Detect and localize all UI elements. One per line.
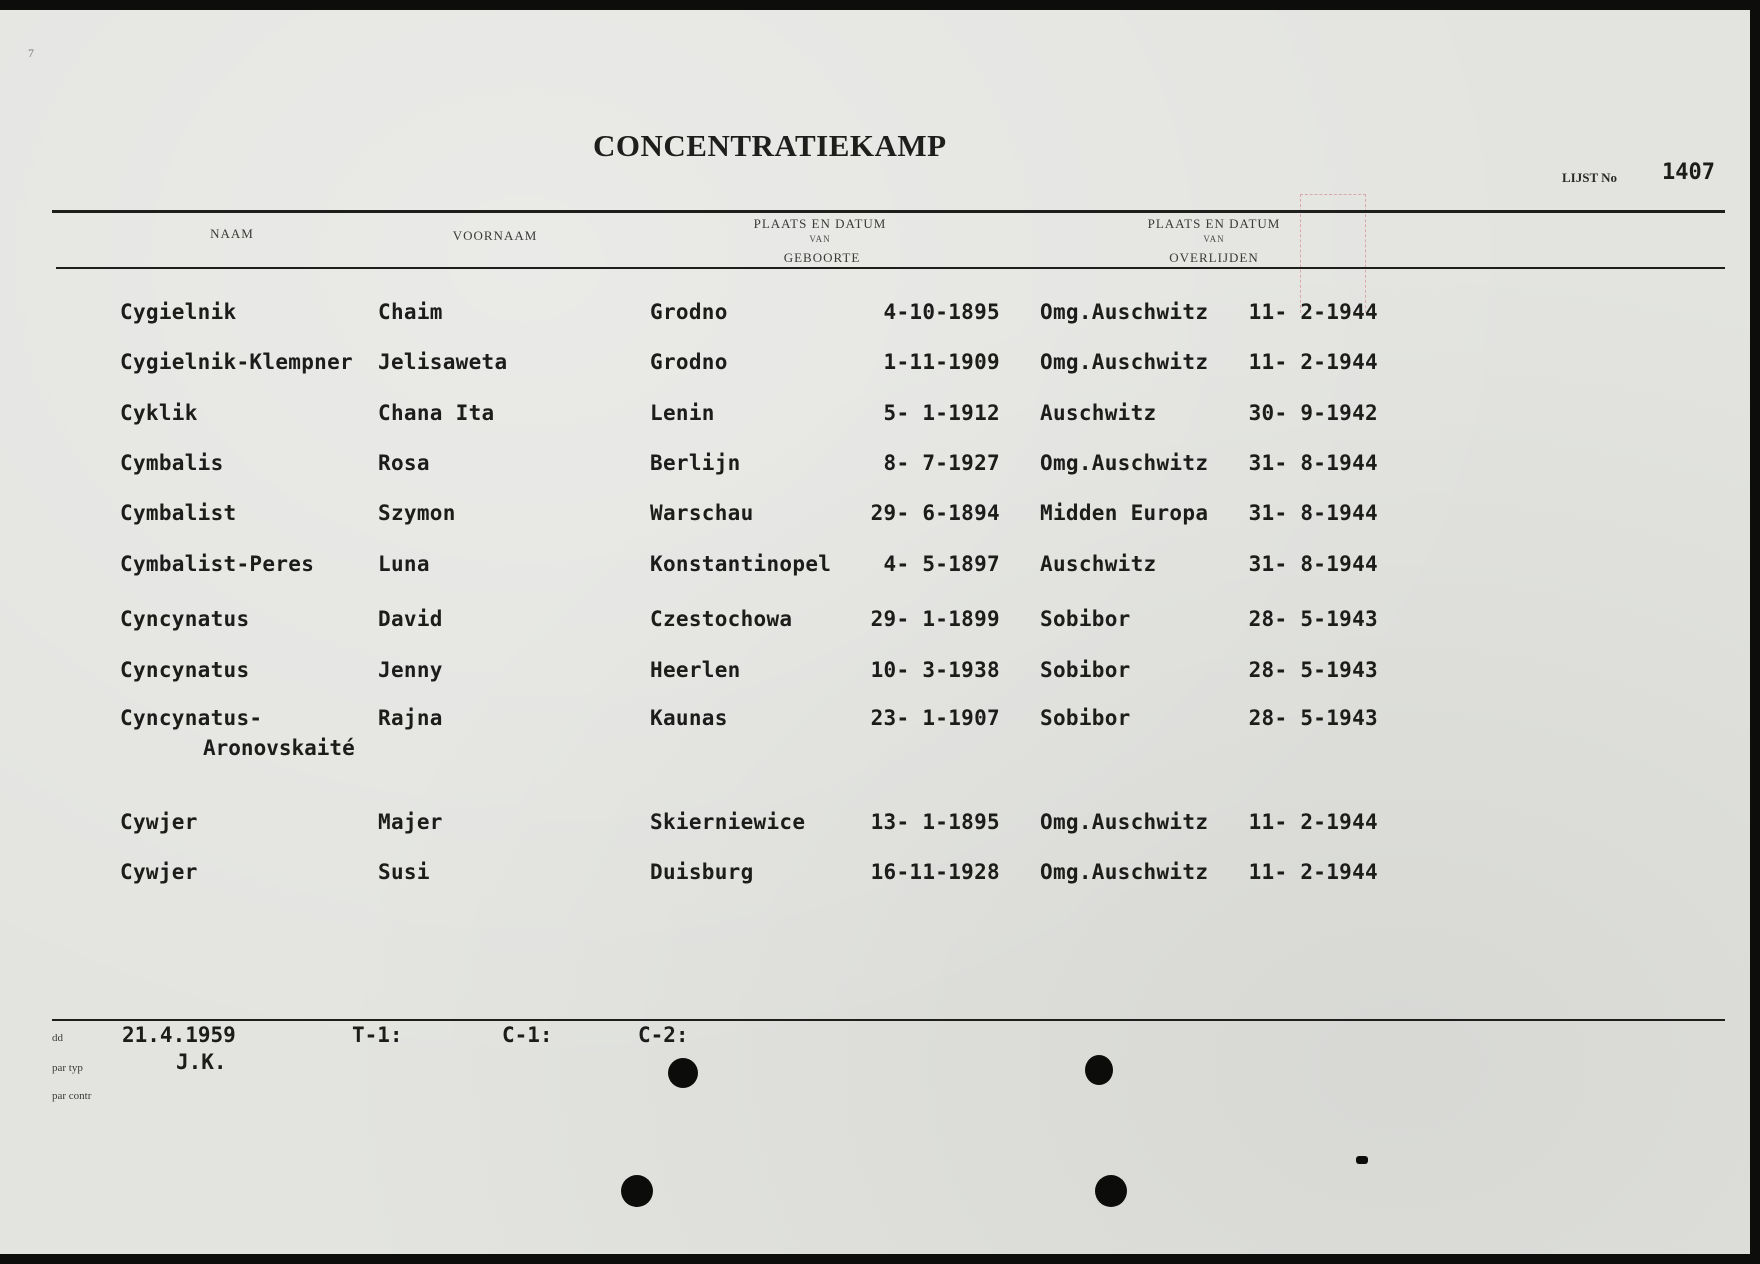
cell-birth-place: Grodno: [650, 350, 728, 374]
footer-c2: C-2:: [638, 1023, 689, 1047]
cell-death-place: Midden Europa: [1040, 501, 1209, 525]
footer-t1: T-1:: [352, 1023, 403, 1047]
cell-death-place: Omg.Auschwitz: [1040, 860, 1209, 884]
footer-c1: C-1:: [502, 1023, 553, 1047]
cell-birth-date: 4-10-1895: [883, 300, 1000, 324]
cell-birth-date: 29- 1-1899: [870, 607, 1000, 631]
cell-naam: Cygielnik: [120, 300, 237, 324]
cell-death-place: Omg.Auschwitz: [1040, 451, 1209, 475]
footer-partyp-label: par typ: [52, 1062, 83, 1074]
cell-birth-place: Warschau: [650, 501, 754, 525]
cell-death-place: Sobibor: [1040, 607, 1131, 631]
cell-naam: Cywjer: [120, 810, 198, 834]
cell-death-date: 31- 8-1944: [1248, 552, 1378, 576]
cell-birth-date: 13- 1-1895: [870, 810, 1000, 834]
column-header-death-top: PLAATS EN DATUM: [1147, 216, 1281, 231]
cell-birth-date: 23- 1-1907: [870, 706, 1000, 730]
table-row: [0, 552, 1750, 592]
cell-naam: Cyklik: [120, 401, 198, 425]
table-row: [0, 706, 1750, 780]
cell-voornaam: Susi: [378, 860, 430, 884]
cell-voornaam: Jenny: [378, 658, 443, 682]
cell-naam-continued: Aronovskaité: [203, 736, 355, 760]
cell-birth-date: 1-11-1909: [883, 350, 1000, 374]
cell-death-place: Auschwitz: [1040, 552, 1157, 576]
table-row: [0, 607, 1750, 647]
table-row: [0, 451, 1750, 491]
column-header-voornaam: VOORNAAM: [452, 228, 538, 243]
cell-birth-date: 5- 1-1912: [883, 401, 1000, 425]
cell-birth-place: Lenin: [650, 401, 715, 425]
record-card: [0, 10, 1750, 1254]
cell-birth-place: Duisburg: [650, 860, 754, 884]
table-row: [0, 860, 1750, 900]
footer-parcontr-label: par contr: [52, 1090, 92, 1102]
list-number-label: LIJST No: [1562, 170, 1618, 185]
list-number: 1407: [1662, 160, 1715, 185]
cell-birth-place: Grodno: [650, 300, 728, 324]
cell-death-place: Omg.Auschwitz: [1040, 810, 1209, 834]
cell-voornaam: Chaim: [378, 300, 443, 324]
cell-birth-date: 29- 6-1894: [870, 501, 1000, 525]
punch-hole: [621, 1175, 653, 1207]
cell-birth-date: 16-11-1928: [870, 860, 1000, 884]
cell-birth-place: Konstantinopel: [650, 552, 832, 576]
cell-voornaam: Szymon: [378, 501, 456, 525]
table-row: [0, 658, 1750, 698]
table-row: [0, 810, 1750, 850]
corner-mark: 7: [28, 46, 34, 60]
cell-voornaam: Chana Ita: [378, 401, 495, 425]
cell-death-date: 31- 8-1944: [1248, 501, 1378, 525]
cell-death-place: Sobibor: [1040, 658, 1131, 682]
footer-rule: [52, 1019, 1725, 1021]
header-bottom-rule: [56, 267, 1725, 269]
cell-voornaam: Rajna: [378, 706, 443, 730]
footer-partyp-value: J.K.: [176, 1050, 227, 1074]
cell-death-date: 31- 8-1944: [1248, 451, 1378, 475]
punch-hole: [1085, 1055, 1113, 1085]
header-top-rule: [52, 210, 1725, 213]
column-header-birth-bottom: GEBOORTE: [783, 250, 861, 265]
column-header-birth-top: PLAATS EN DATUM: [753, 216, 887, 231]
table-row: [0, 300, 1750, 340]
cell-death-date: 11- 2-1944: [1248, 860, 1378, 884]
cell-voornaam: Luna: [378, 552, 430, 576]
cell-naam: Cywjer: [120, 860, 198, 884]
cell-naam: Cygielnik-Klempner: [120, 350, 353, 374]
cell-birth-date: 8- 7-1927: [883, 451, 1000, 475]
table-row: [0, 350, 1750, 390]
table-row: [0, 501, 1750, 541]
cell-voornaam: Majer: [378, 810, 443, 834]
page-title: CONCENTRATIEKAMP: [593, 128, 947, 163]
cell-birth-place: Czestochowa: [650, 607, 793, 631]
cell-death-date: 28- 5-1943: [1248, 658, 1378, 682]
cell-birth-place: Berlijn: [650, 451, 741, 475]
cell-birth-date: 4- 5-1897: [883, 552, 1000, 576]
cell-death-place: Omg.Auschwitz: [1040, 350, 1209, 374]
cell-death-date: 28- 5-1943: [1248, 607, 1378, 631]
column-header-birth-mid: VAN: [809, 234, 831, 244]
column-header-death-mid: VAN: [1203, 234, 1225, 244]
cell-naam: Cymbalist: [120, 501, 237, 525]
cell-naam: Cyncynatus: [120, 607, 250, 631]
cell-naam: Cymbalist-Peres: [120, 552, 315, 576]
cell-death-date: 28- 5-1943: [1248, 706, 1378, 730]
cell-death-place: Sobibor: [1040, 706, 1131, 730]
footer-dd-label: dd: [52, 1032, 63, 1044]
cell-birth-place: Heerlen: [650, 658, 741, 682]
footer-dd-value: 21.4.1959: [122, 1023, 236, 1047]
cell-birth-place: Kaunas: [650, 706, 728, 730]
column-header-death-bottom: OVERLIJDEN: [1169, 250, 1259, 265]
cell-naam: Cyncynatus-: [120, 706, 263, 730]
table-row: [0, 401, 1750, 441]
cell-birth-date: 10- 3-1938: [870, 658, 1000, 682]
cell-voornaam: David: [378, 607, 443, 631]
cell-death-date: 11- 2-1944: [1248, 300, 1378, 324]
cell-death-date: 11- 2-1944: [1248, 810, 1378, 834]
cell-naam: Cyncynatus: [120, 658, 250, 682]
cell-death-place: Omg.Auschwitz: [1040, 300, 1209, 324]
cell-death-date: 11- 2-1944: [1248, 350, 1378, 374]
punch-hole: [668, 1058, 698, 1088]
cell-death-place: Auschwitz: [1040, 401, 1157, 425]
cell-death-date: 30- 9-1942: [1248, 401, 1378, 425]
cell-voornaam: Rosa: [378, 451, 430, 475]
cell-birth-place: Skierniewice: [650, 810, 806, 834]
punch-hole: [1095, 1175, 1127, 1207]
column-header-naam: NAAM: [210, 226, 254, 241]
ink-speck: [1356, 1156, 1368, 1164]
cell-naam: Cymbalis: [120, 451, 224, 475]
cell-voornaam: Jelisaweta: [378, 350, 508, 374]
